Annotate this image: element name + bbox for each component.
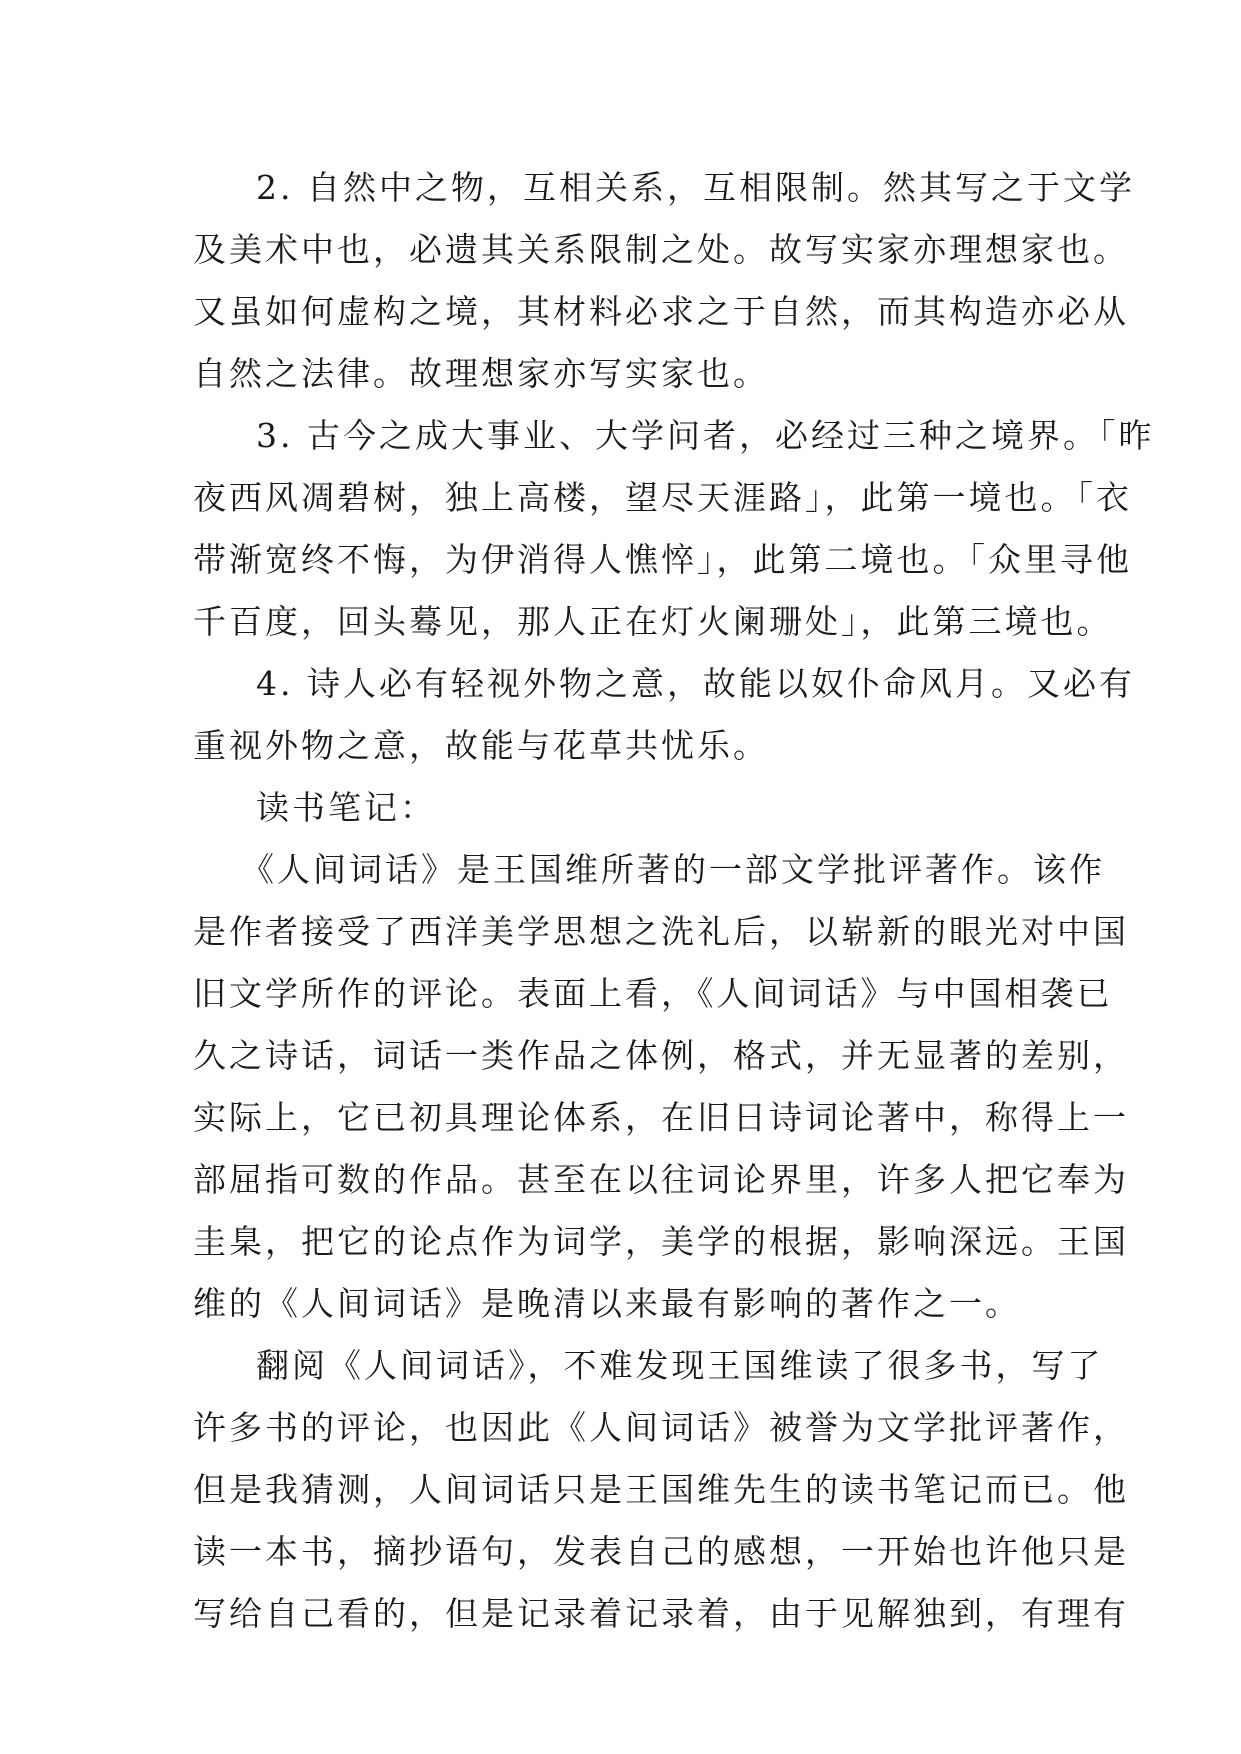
notes-paragraph-1-line-1: 《人间词话》是王国维所著的一部文学批评著作。该作 <box>241 850 1105 889</box>
paragraph-2-line-2: 及美术中也，必遗其关系限制之处。故写实家亦理想家也。 <box>193 230 1129 269</box>
notes-paragraph-1-line-8: 维的《人间词话》是晚清以来最有影响的著作之一。 <box>193 1284 1021 1323</box>
notes-paragraph-1-line-3: 旧文学所作的评论。表面上看，《人间词话》与中国相袭已 <box>193 974 1113 1013</box>
paragraph-3-line-1: 3. 古今之成大事业、大学问者，必经过三种之境界。「昨 <box>256 416 1155 455</box>
paragraph-3-line-4: 千百度，回头蓦见，那人正在灯火阑珊处」，此第三境也。 <box>193 602 1113 641</box>
paragraph-4-line-1: 4. 诗人必有轻视外物之意，故能以奴仆命风月。又必有 <box>256 664 1135 703</box>
notes-paragraph-1-line-7: 圭臬，把它的论点作为词学，美学的根据，影响深远。王国 <box>193 1222 1129 1261</box>
notes-paragraph-2-line-5: 写给自己看的，但是记录着记录着，由于见解独到，有理有 <box>193 1594 1129 1633</box>
notes-paragraph-1-line-6: 部屈指可数的作品。甚至在以往词论界里，许多人把它奉为 <box>193 1160 1129 1199</box>
notes-paragraph-1-line-4: 久之诗话，词话一类作品之体例，格式，并无显著的差别， <box>193 1036 1129 1075</box>
paragraph-3-line-3: 带渐宽终不悔，为伊消得人憔悴」，此第二境也。「众里寻他 <box>193 540 1132 579</box>
notes-paragraph-2-line-1: 翻阅《人间词话》，不难发现王国维读了很多书，写了 <box>256 1346 1104 1385</box>
reading-notes-heading: 读书笔记： <box>256 788 436 827</box>
paragraph-2-line-4: 自然之法律。故理想家亦写实家也。 <box>193 354 769 393</box>
paragraph-2-line-1: 2. 自然中之物，互相关系，互相限制。然其写之于文学 <box>256 168 1135 207</box>
notes-paragraph-1-line-5: 实际上，它已初具理论体系，在旧日诗词论著中，称得上一 <box>193 1098 1129 1137</box>
paragraph-4-line-2: 重视外物之意，故能与花草共忧乐。 <box>193 726 769 765</box>
notes-paragraph-2-line-2: 许多书的评论，也因此《人间词话》被誉为文学批评著作， <box>193 1408 1129 1447</box>
paragraph-3-line-2: 夜西风凋碧树，独上高楼，望尽天涯路」，此第一境也。「衣 <box>193 478 1132 517</box>
notes-paragraph-2-line-3: 但是我猜测，人间词话只是王国维先生的读书笔记而已。他 <box>193 1470 1129 1509</box>
paragraph-2-line-3: 又虽如何虚构之境，其材料必求之于自然，而其构造亦必从 <box>193 292 1129 331</box>
document-body <box>193 157 1155 1645</box>
notes-paragraph-1-line-2: 是作者接受了西洋美学思想之洗礼后，以崭新的眼光对中国 <box>193 912 1129 951</box>
notes-paragraph-2-line-4: 读一本书，摘抄语句，发表自己的感想，一开始也许他只是 <box>193 1532 1129 1571</box>
